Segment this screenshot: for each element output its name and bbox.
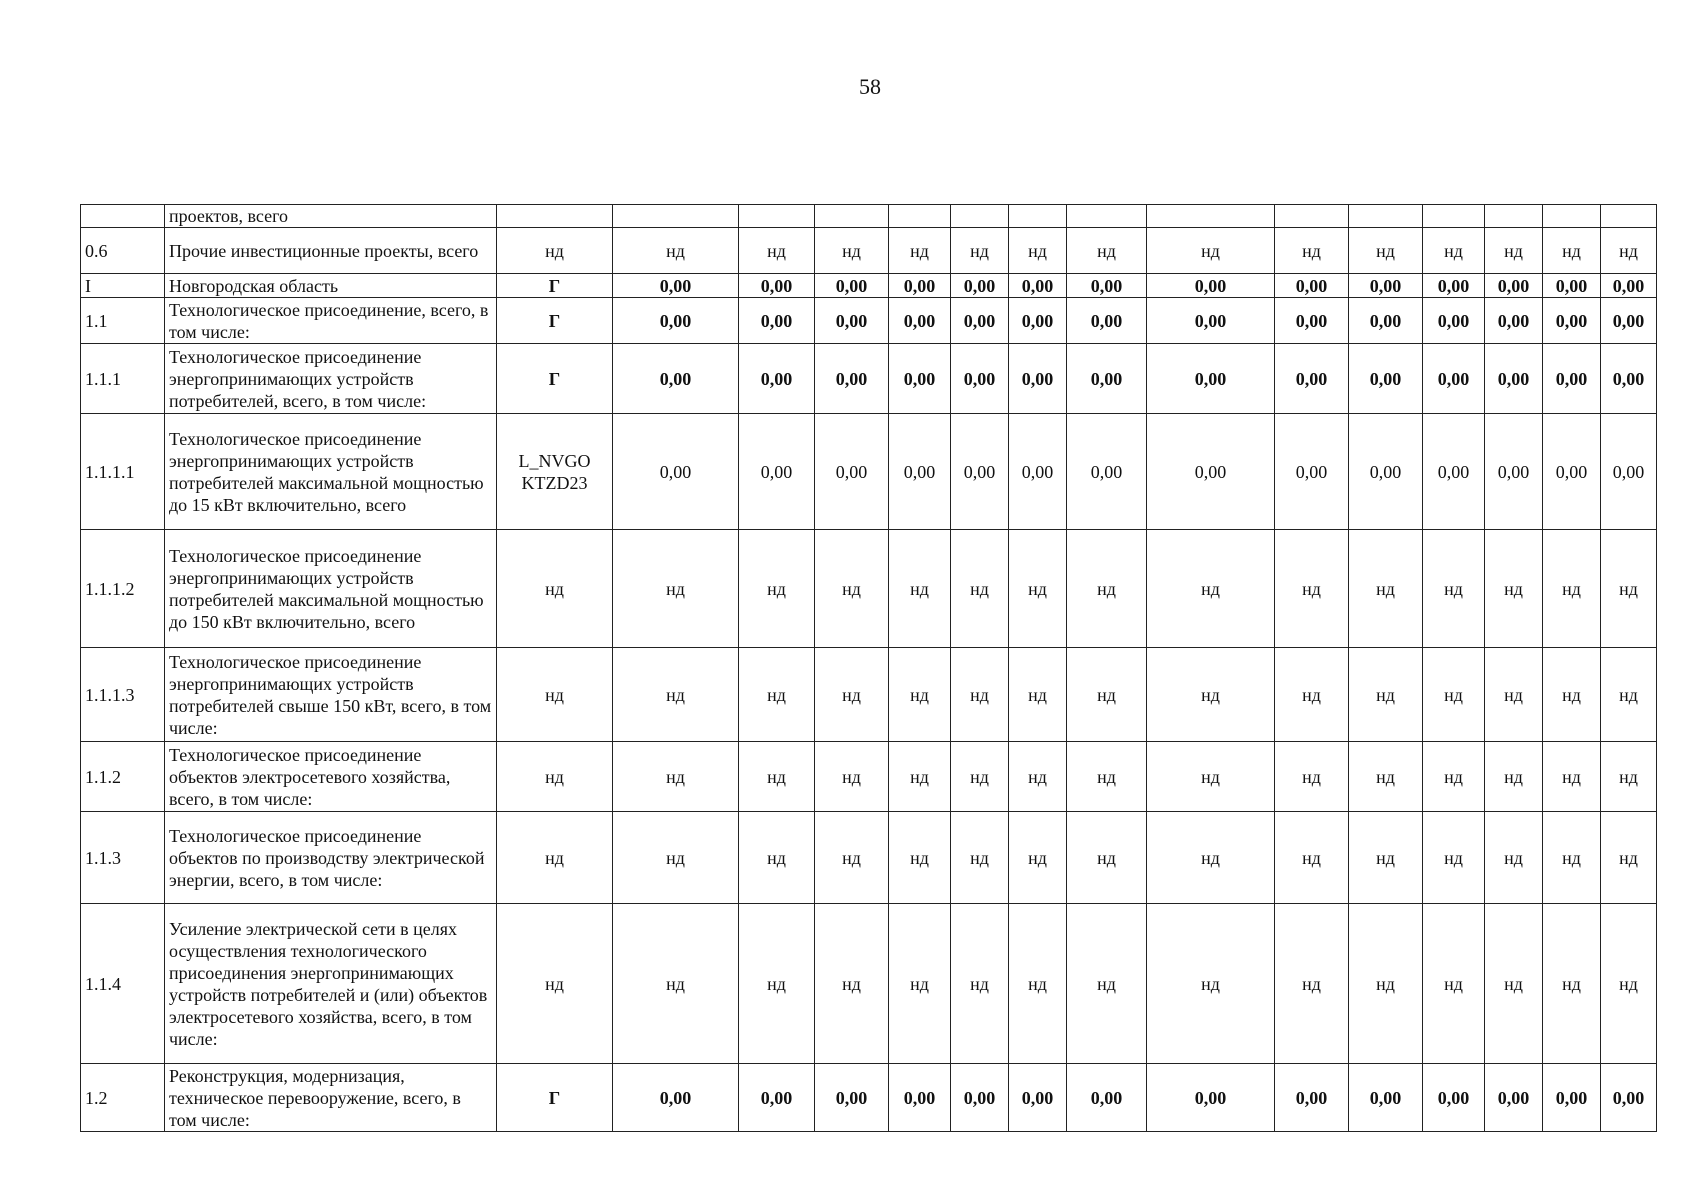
- value-cell: нд: [613, 742, 739, 812]
- value-cell: 0,00: [1349, 1064, 1423, 1132]
- value-cell: нд: [951, 648, 1009, 742]
- value-cell: нд: [889, 228, 951, 274]
- value-cell: нд: [889, 904, 951, 1064]
- row-number: 1.1.2: [81, 742, 165, 812]
- row-number: [81, 205, 165, 228]
- value-cell: 0,00: [815, 414, 889, 530]
- value-cell: 0,00: [1485, 414, 1543, 530]
- value-cell: нд: [739, 742, 815, 812]
- value-cell: 0,00: [889, 344, 951, 414]
- value-cell: 0,00: [1601, 414, 1657, 530]
- value-cell: нд: [1067, 228, 1147, 274]
- value-cell: нд: [1349, 742, 1423, 812]
- value-cell: [1147, 205, 1275, 228]
- value-cell: нд: [1009, 742, 1067, 812]
- value-cell: 0,00: [889, 274, 951, 298]
- value-cell: нд: [1067, 742, 1147, 812]
- value-cell: нд: [951, 904, 1009, 1064]
- value-cell: 0,00: [1485, 274, 1543, 298]
- value-cell: 0,00: [1423, 274, 1485, 298]
- value-cell: нд: [1275, 648, 1349, 742]
- value-cell: нд: [1009, 648, 1067, 742]
- value-cell: 0,00: [889, 414, 951, 530]
- value-cell: нд: [1349, 812, 1423, 904]
- value-cell: 0,00: [739, 414, 815, 530]
- value-cell: 0,00: [889, 1064, 951, 1132]
- value-cell: 0,00: [1009, 274, 1067, 298]
- value-cell: [889, 205, 951, 228]
- value-cell: нд: [1009, 812, 1067, 904]
- value-cell: 0,00: [1009, 414, 1067, 530]
- value-cell: 0,00: [739, 344, 815, 414]
- value-cell: нд: [739, 530, 815, 648]
- row-name: Реконструкция, модернизация, техническое перевооружение, всего, в том числе:: [165, 1064, 497, 1132]
- value-cell: 0,00: [1485, 1064, 1543, 1132]
- value-cell: 0,00: [1275, 344, 1349, 414]
- value-cell: нд: [1485, 812, 1543, 904]
- table-row: [81, 274, 1657, 298]
- value-cell: нд: [613, 228, 739, 274]
- value-cell: 0,00: [613, 414, 739, 530]
- value-cell: нд: [1349, 648, 1423, 742]
- value-cell: нд: [1543, 742, 1601, 812]
- value-cell: [739, 205, 815, 228]
- value-cell: 0,00: [1601, 274, 1657, 298]
- row-code: нд: [497, 228, 613, 274]
- value-cell: 0,00: [1485, 298, 1543, 344]
- value-cell: нд: [951, 812, 1009, 904]
- value-cell: нд: [889, 812, 951, 904]
- value-cell: нд: [739, 648, 815, 742]
- row-name: Усиление электрической сети в целях осуществления технологического присоединения энергопринимающих устройств потребителей и (или) объектов электросетевого хозяйства, всего, в том числе:: [165, 904, 497, 1064]
- value-cell: 0,00: [1543, 298, 1601, 344]
- row-number: I: [81, 274, 165, 298]
- value-cell: [1423, 205, 1485, 228]
- value-cell: 0,00: [1067, 274, 1147, 298]
- value-cell: нд: [1423, 228, 1485, 274]
- value-cell: 0,00: [1423, 298, 1485, 344]
- value-cell: 0,00: [1147, 298, 1275, 344]
- value-cell: нд: [1147, 812, 1275, 904]
- row-name: Технологическое присоединение энергопринимающих устройств потребителей максимальной мощностью до 150 кВт включительно, всего: [165, 530, 497, 648]
- value-cell: нд: [815, 812, 889, 904]
- value-cell: нд: [889, 648, 951, 742]
- value-cell: [613, 205, 739, 228]
- row-code: Г: [497, 298, 613, 344]
- value-cell: 0,00: [951, 414, 1009, 530]
- row-code: Г: [497, 344, 613, 414]
- value-cell: нд: [815, 904, 889, 1064]
- value-cell: [951, 205, 1009, 228]
- value-cell: нд: [1423, 812, 1485, 904]
- value-cell: [1601, 205, 1657, 228]
- value-cell: 0,00: [1423, 414, 1485, 530]
- value-cell: 0,00: [815, 344, 889, 414]
- value-cell: нд: [1275, 812, 1349, 904]
- value-cell: нд: [815, 530, 889, 648]
- value-cell: [1067, 205, 1147, 228]
- value-cell: нд: [1275, 904, 1349, 1064]
- value-cell: нд: [1009, 228, 1067, 274]
- value-cell: нд: [1543, 812, 1601, 904]
- row-code: нд: [497, 742, 613, 812]
- value-cell: нд: [1349, 904, 1423, 1064]
- row-code: [497, 205, 613, 228]
- value-cell: [815, 205, 889, 228]
- value-cell: 0,00: [613, 274, 739, 298]
- value-cell: нд: [1067, 648, 1147, 742]
- value-cell: нд: [1601, 228, 1657, 274]
- value-cell: 0,00: [1147, 1064, 1275, 1132]
- row-name: Технологическое присоединение объектов электросетевого хозяйства, всего, в том числе:: [165, 742, 497, 812]
- table-row: [81, 344, 1657, 414]
- value-cell: 0,00: [1067, 298, 1147, 344]
- value-cell: 0,00: [613, 344, 739, 414]
- value-cell: 0,00: [1067, 1064, 1147, 1132]
- value-cell: [1009, 205, 1067, 228]
- value-cell: [1543, 205, 1601, 228]
- table-row: [81, 742, 1657, 812]
- table-row: [81, 1064, 1657, 1132]
- value-cell: 0,00: [739, 298, 815, 344]
- value-cell: 0,00: [1067, 414, 1147, 530]
- value-cell: нд: [1485, 648, 1543, 742]
- value-cell: 0,00: [1349, 298, 1423, 344]
- row-code: нд: [497, 904, 613, 1064]
- row-number: 1.1.4: [81, 904, 165, 1064]
- row-code: нд: [497, 648, 613, 742]
- value-cell: 0,00: [1147, 274, 1275, 298]
- value-cell: нд: [1485, 530, 1543, 648]
- value-cell: нд: [613, 648, 739, 742]
- row-name: Технологическое присоединение энергопринимающих устройств потребителей максимальной мощностью до 15 кВт включительно, всего: [165, 414, 497, 530]
- value-cell: нд: [1275, 530, 1349, 648]
- table-row: [81, 904, 1657, 1064]
- value-cell: 0,00: [951, 298, 1009, 344]
- value-cell: 0,00: [1067, 344, 1147, 414]
- value-cell: 0,00: [815, 1064, 889, 1132]
- table-row: [81, 205, 1657, 228]
- value-cell: нд: [951, 228, 1009, 274]
- value-cell: нд: [1543, 904, 1601, 1064]
- value-cell: нд: [613, 812, 739, 904]
- value-cell: нд: [1009, 904, 1067, 1064]
- value-cell: 0,00: [1009, 1064, 1067, 1132]
- value-cell: 0,00: [1423, 344, 1485, 414]
- value-cell: 0,00: [1349, 344, 1423, 414]
- value-cell: нд: [951, 530, 1009, 648]
- value-cell: 0,00: [951, 274, 1009, 298]
- value-cell: 0,00: [1275, 298, 1349, 344]
- value-cell: 0,00: [889, 298, 951, 344]
- value-cell: нд: [739, 812, 815, 904]
- value-cell: нд: [1349, 530, 1423, 648]
- row-code: нд: [497, 530, 613, 648]
- value-cell: 0,00: [1275, 274, 1349, 298]
- row-code: L_NVGO KTZD23: [497, 414, 613, 530]
- row-number: 1.1.3: [81, 812, 165, 904]
- value-cell: 0,00: [613, 1064, 739, 1132]
- row-number: 1.1.1.2: [81, 530, 165, 648]
- page-number: 58: [859, 74, 881, 99]
- value-cell: [1485, 205, 1543, 228]
- value-cell: нд: [1147, 904, 1275, 1064]
- value-cell: нд: [1275, 228, 1349, 274]
- row-number: 1.1: [81, 298, 165, 344]
- value-cell: 0,00: [815, 298, 889, 344]
- row-name: Технологическое присоединение энергопринимающих устройств потребителей, всего, в том числе:: [165, 344, 497, 414]
- value-cell: [1275, 205, 1349, 228]
- value-cell: нд: [1543, 228, 1601, 274]
- row-number: 1.1.1.3: [81, 648, 165, 742]
- value-cell: 0,00: [1275, 1064, 1349, 1132]
- value-cell: нд: [889, 530, 951, 648]
- value-cell: нд: [1485, 228, 1543, 274]
- value-cell: нд: [1147, 648, 1275, 742]
- value-cell: 0,00: [1543, 414, 1601, 530]
- value-cell: нд: [1423, 904, 1485, 1064]
- value-cell: нд: [613, 530, 739, 648]
- value-cell: 0,00: [1543, 344, 1601, 414]
- value-cell: 0,00: [1543, 1064, 1601, 1132]
- value-cell: нд: [889, 742, 951, 812]
- value-cell: нд: [1423, 648, 1485, 742]
- value-cell: нд: [1067, 812, 1147, 904]
- value-cell: 0,00: [1009, 298, 1067, 344]
- value-cell: 0,00: [1485, 344, 1543, 414]
- row-name: Технологическое присоединение энергопринимающих устройств потребителей свыше 150 кВт, всего, в том числе:: [165, 648, 497, 742]
- value-cell: нд: [1485, 904, 1543, 1064]
- value-cell: 0,00: [1601, 1064, 1657, 1132]
- value-cell: 0,00: [1601, 298, 1657, 344]
- value-cell: 0,00: [815, 274, 889, 298]
- value-cell: нд: [1147, 530, 1275, 648]
- row-name: Новгородская область: [165, 274, 497, 298]
- value-cell: 0,00: [1009, 344, 1067, 414]
- value-cell: 0,00: [1349, 414, 1423, 530]
- row-number: 1.2: [81, 1064, 165, 1132]
- row-number: 0.6: [81, 228, 165, 274]
- value-cell: нд: [1067, 904, 1147, 1064]
- value-cell: нд: [1275, 742, 1349, 812]
- value-cell: 0,00: [1543, 274, 1601, 298]
- value-cell: нд: [1601, 904, 1657, 1064]
- value-cell: 0,00: [739, 274, 815, 298]
- row-name: Технологическое присоединение, всего, в том числе:: [165, 298, 497, 344]
- value-cell: нд: [739, 904, 815, 1064]
- value-cell: 0,00: [1147, 344, 1275, 414]
- row-name: проектов, всего: [165, 205, 497, 228]
- value-cell: нд: [1601, 648, 1657, 742]
- row-number: 1.1.1: [81, 344, 165, 414]
- value-cell: нд: [1147, 228, 1275, 274]
- table-row: [81, 812, 1657, 904]
- value-cell: нд: [815, 228, 889, 274]
- value-cell: нд: [1147, 742, 1275, 812]
- table-row: [81, 530, 1657, 648]
- value-cell: нд: [1601, 742, 1657, 812]
- value-cell: 0,00: [1423, 1064, 1485, 1132]
- value-cell: нд: [1009, 530, 1067, 648]
- value-cell: [1349, 205, 1423, 228]
- row-code: Г: [497, 1064, 613, 1132]
- row-name: Прочие инвестиционные проекты, всего: [165, 228, 497, 274]
- row-code: Г: [497, 274, 613, 298]
- value-cell: 0,00: [951, 1064, 1009, 1132]
- value-cell: нд: [1601, 812, 1657, 904]
- value-cell: нд: [815, 648, 889, 742]
- value-cell: 0,00: [951, 344, 1009, 414]
- value-cell: нд: [1543, 648, 1601, 742]
- table-row: [81, 228, 1657, 274]
- value-cell: нд: [1067, 530, 1147, 648]
- value-cell: нд: [951, 742, 1009, 812]
- table-row: [81, 648, 1657, 742]
- value-cell: 0,00: [613, 298, 739, 344]
- value-cell: 0,00: [1147, 414, 1275, 530]
- value-cell: 0,00: [1275, 414, 1349, 530]
- value-cell: нд: [1543, 530, 1601, 648]
- table-row: [81, 298, 1657, 344]
- row-number: 1.1.1.1: [81, 414, 165, 530]
- value-cell: нд: [613, 904, 739, 1064]
- investment-table: [80, 204, 1657, 1132]
- value-cell: нд: [1601, 530, 1657, 648]
- value-cell: нд: [1485, 742, 1543, 812]
- value-cell: 0,00: [739, 1064, 815, 1132]
- row-name: Технологическое присоединение объектов по производству электрической энергии, всего, в том числе:: [165, 812, 497, 904]
- row-code: нд: [497, 812, 613, 904]
- value-cell: нд: [815, 742, 889, 812]
- value-cell: нд: [1423, 530, 1485, 648]
- value-cell: нд: [739, 228, 815, 274]
- value-cell: 0,00: [1601, 344, 1657, 414]
- table-row: [81, 414, 1657, 530]
- value-cell: нд: [1423, 742, 1485, 812]
- value-cell: 0,00: [1349, 274, 1423, 298]
- value-cell: нд: [1349, 228, 1423, 274]
